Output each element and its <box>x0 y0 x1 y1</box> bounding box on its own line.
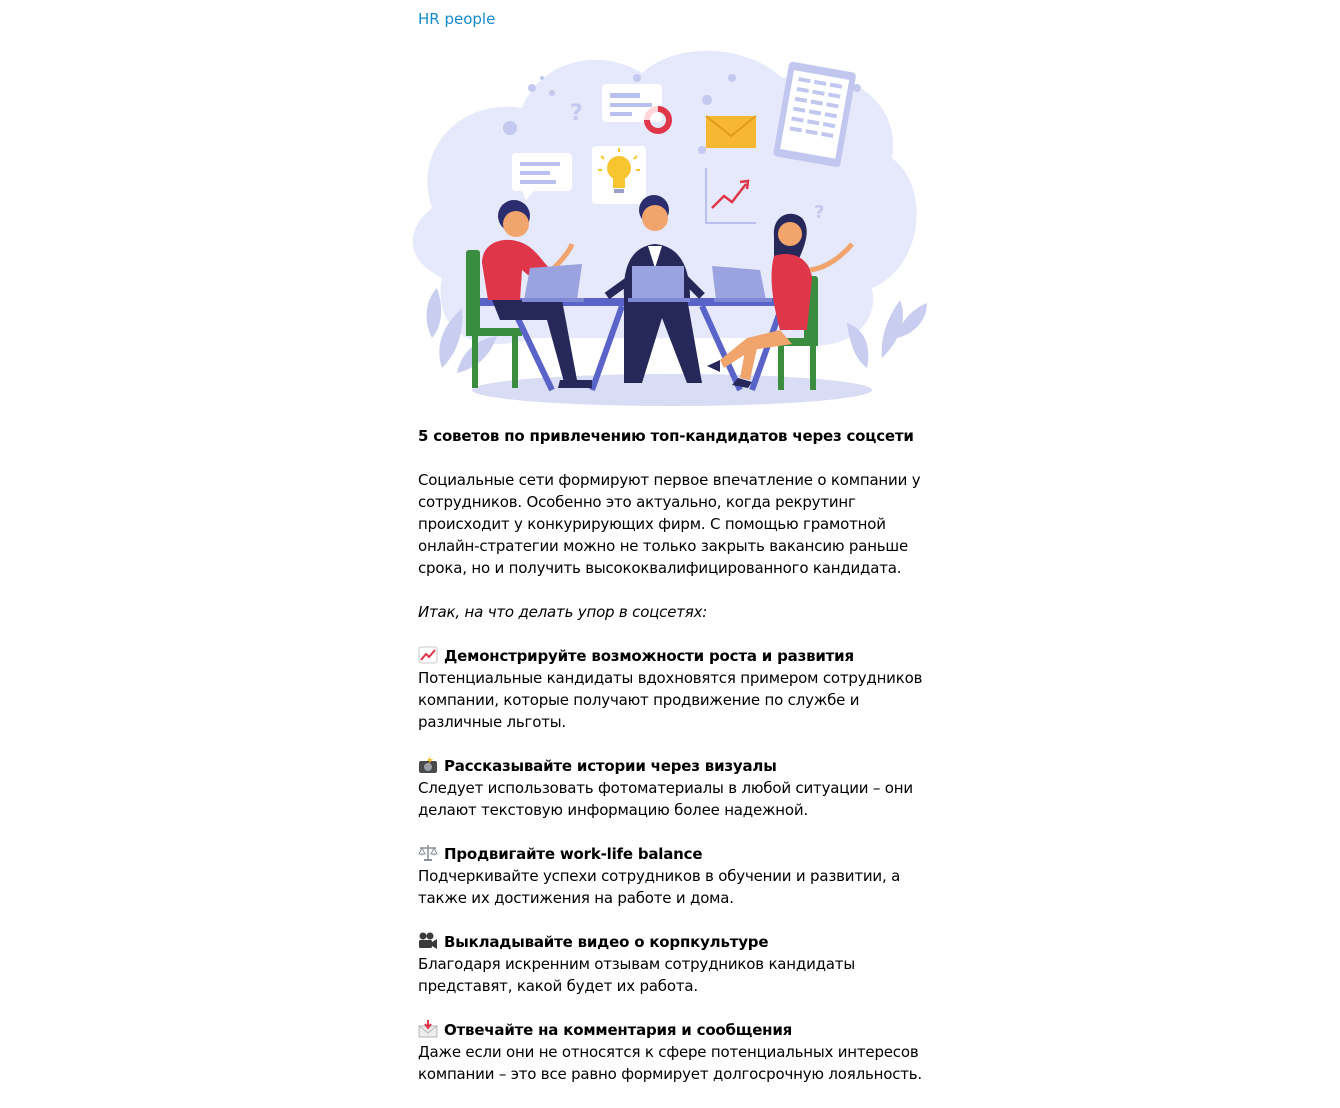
svg-text:?: ? <box>570 101 583 126</box>
tip-body: Потенциальные кандидаты вдохновятся примером сотрудников компании, которые получают продвижение по службе и различные льготы. <box>418 669 923 731</box>
post-text <box>418 425 933 1085</box>
tip-heading: Рассказывайте истории через визуалы <box>444 757 777 775</box>
tip-item <box>418 755 933 821</box>
post-intro: Социальные сети формируют первое впечатление о компании у сотрудников. Особенно это актуально, когда рекрутинг происходит у конкурирующих фирм. С помощью грамотной онлайн-стратегии можно не только закрыть вакансию раньше срока, но и получить высококвалифицированного кандидата. <box>418 471 921 577</box>
tip-body: Подчеркивайте успехи сотрудников в обучении и развитии, а также их достижения на работе и дома. <box>418 867 901 907</box>
post-lead: Итак, на что делать упор в соцсетях: <box>418 603 708 621</box>
tip-item <box>418 931 933 997</box>
chat-bubble-icon <box>602 84 662 122</box>
camera-flash-icon <box>418 756 438 774</box>
envelope-arrow-icon <box>418 1020 438 1038</box>
envelope-icon <box>706 116 756 148</box>
tip-heading: Демонстрируйте возможности роста и развития <box>444 647 854 665</box>
movie-camera-icon <box>418 932 438 950</box>
tip-body: Благодаря искренним отзывам сотрудников кандидаты представят, какой будет их работа. <box>418 955 855 995</box>
tip-item <box>418 843 933 909</box>
svg-text:?: ? <box>814 202 825 223</box>
tip-item <box>418 1019 933 1085</box>
channel-name-link[interactable]: HR people <box>418 10 496 28</box>
tip-heading: Выкладывайте видео о корпкультуре <box>444 933 769 951</box>
tip-heading: Продвигайте work-life balance <box>444 845 703 863</box>
balance-scale-icon <box>418 844 438 862</box>
post-image[interactable] <box>402 38 934 418</box>
tip-item <box>418 645 933 733</box>
tip-body: Следует использовать фотоматериалы в любой ситуации – они делают текстовую информацию более надежной. <box>418 779 913 819</box>
laptop-icons <box>522 264 772 302</box>
chart-increasing-icon <box>418 646 438 664</box>
post-title: 5 советов по привлечению топ-кандидатов через соцсети <box>418 427 914 445</box>
tip-body: Даже если они не относятся к сфере потенциальных интересов компании – это все равно формирует долгосрочную лояльность. <box>418 1043 922 1083</box>
lightbulb-icon <box>592 146 646 204</box>
tip-heading: Отвечайте на комментария и сообщения <box>444 1021 793 1039</box>
